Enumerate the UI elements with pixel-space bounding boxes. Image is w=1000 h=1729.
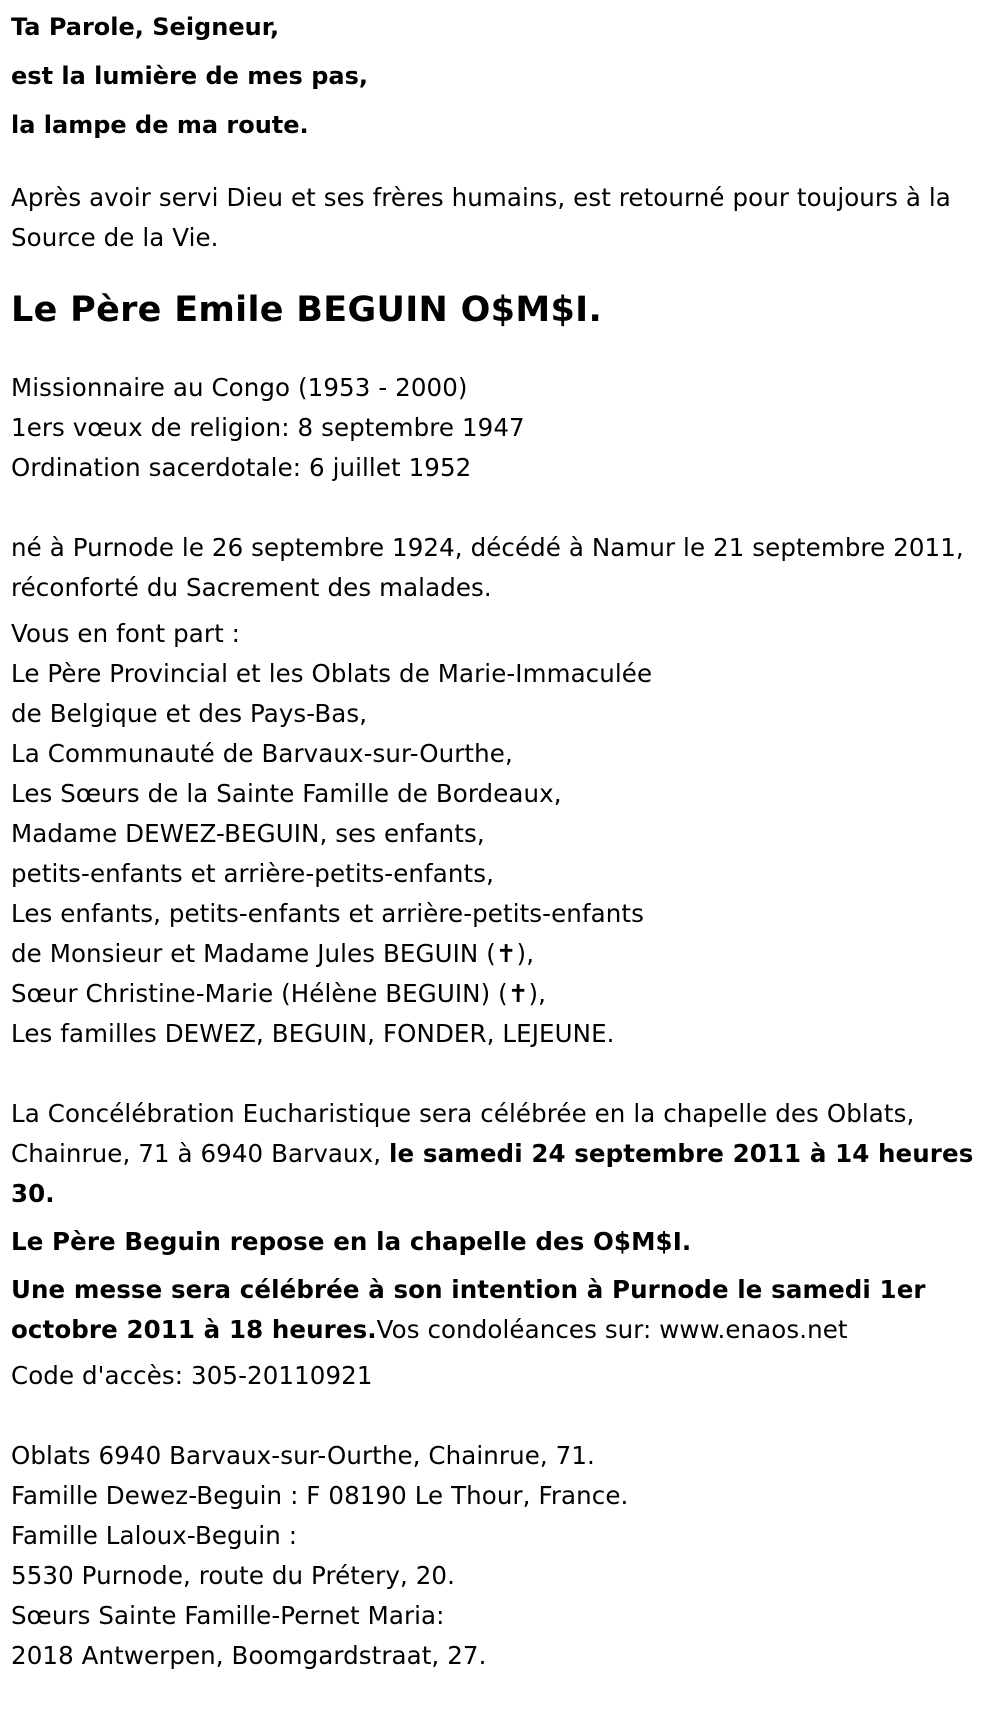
addresses (11, 1436, 989, 1676)
family-line: petits-enfants et arrière-petits-enfants, (11, 859, 494, 888)
career-line: 1ers vœux de religion: 8 septembre 1947 (11, 413, 525, 442)
birth-death-text: né à Purnode le 26 septembre 1924, décédé à Namur le 21 septembre 2011, réconforté du Sacrement des malades. (11, 533, 964, 602)
address-line: Famille Dewez-Beguin : F 08190 Le Thour, France. (11, 1481, 629, 1510)
scripture-verse (11, 3, 989, 150)
rests-info (11, 1222, 989, 1262)
verse-line: la lampe de ma route. (11, 111, 309, 139)
obituary-notice (0, 3, 989, 1676)
address-line: Oblats 6940 Barvaux-sur-Ourthe, Chainrue, 71. (11, 1441, 595, 1470)
career-details (11, 368, 989, 488)
family-line: de Monsieur et Madame Jules BEGUIN (✝), (11, 939, 535, 968)
address-line: Sœurs Sainte Famille-Pernet Maria: (11, 1601, 445, 1630)
rests-text: Le Père Beguin repose en la chapelle des O$M$I. (11, 1227, 692, 1256)
family-line: de Belgique et des Pays-Bas, (11, 699, 368, 728)
family-line: Madame DEWEZ-BEGUIN, ses enfants, (11, 819, 485, 848)
verse-line: Ta Parole, Seigneur, (11, 13, 280, 41)
career-line: Missionnaire au Congo (1953 - 2000) (11, 373, 468, 402)
family-line: La Communauté de Barvaux-sur-Ourthe, (11, 739, 513, 768)
family-line: Les enfants, petits-enfants et arrière-petits-enfants (11, 899, 644, 928)
ceremony-text: La Concélébration Eucharistique sera célébrée en la chapelle des Oblats, Chainrue, 71 à 6940 Barvaux, (11, 1099, 915, 1168)
family-line: Le Père Provincial et les Oblats de Marie-Immaculée (11, 659, 653, 688)
ceremony-date: le samedi 24 septembre 2011 à 14 heures 30. (11, 1139, 974, 1208)
intro-text: Après avoir servi Dieu et ses frères humains, est retourné pour toujours à la Source de la Vie. (11, 183, 951, 252)
verse-line: est la lumière de mes pas, (11, 62, 368, 90)
deceased-name: Le Père Emile BEGUIN O$M$I. (11, 290, 603, 330)
family-line: Les Sœurs de la Sainte Famille de Bordeaux, (11, 779, 562, 808)
family-line: Vous en font part : (11, 619, 241, 648)
mass-info (11, 1270, 989, 1350)
access-code: Code d'accès: 305-20110921 (11, 1361, 373, 1390)
career-line: Ordination sacerdotale: 6 juillet 1952 (11, 453, 472, 482)
mass-text: Une messe sera célébrée à son intention à Purnode le samedi 1er octobre 2011 à 18 heures. (11, 1275, 926, 1344)
family-announcement (11, 614, 989, 1054)
ceremony-info (11, 1094, 989, 1214)
family-line: Sœur Christine-Marie (Hélène BEGUIN) (✝), (11, 979, 546, 1008)
address-line: Famille Laloux-Beguin : (11, 1521, 298, 1550)
family-line: Les familles DEWEZ, BEGUIN, FONDER, LEJEUNE. (11, 1019, 615, 1048)
address-line: 2018 Antwerpen, Boomgardstraat, 27. (11, 1641, 487, 1670)
condolences-text: Vos condoléances sur: www.enaos.net (376, 1315, 848, 1344)
address-line: 5530 Purnode, route du Prétery, 20. (11, 1561, 455, 1590)
